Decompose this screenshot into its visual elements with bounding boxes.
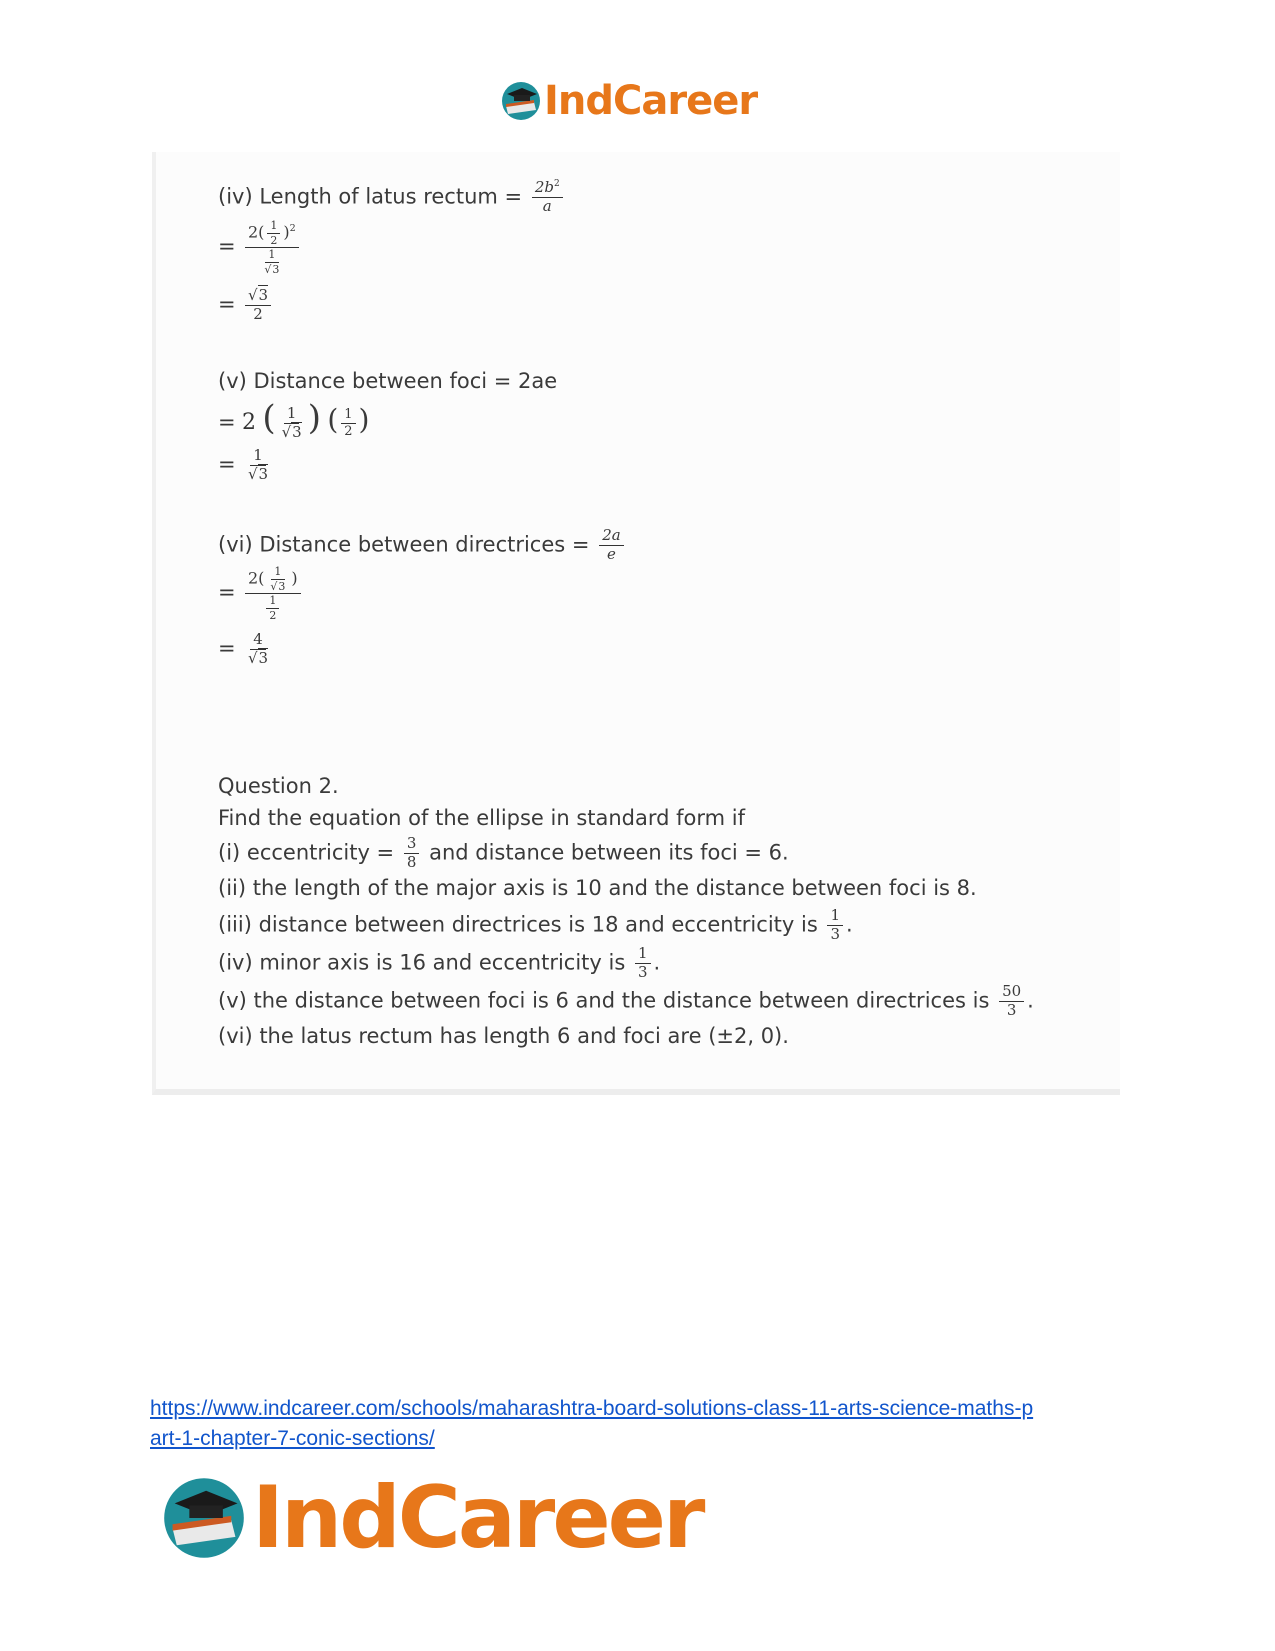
question-part-v: (v) the distance between foci is 6 and the distance between directrices is $\frac{50}{3}$ . [218,982,1034,1019]
latus-rectum-step1: = 2( $\frac{1}{2}$ )$^2$ $\frac{1}{√3}$ [218,220,302,275]
logo-wordmark: IndCareer [544,78,758,124]
question-part-iv: (iv) minor axis is 16 and eccentricity is $\frac{1}{3}$ . [218,944,661,981]
indcareer-logo-bottom [160,1468,702,1568]
question-part-i: (i) eccentricity = $\frac{3}{8}$ and distance between its foci = 6. [218,834,789,871]
source-link-line2[interactable]: art-1-chapter-7-conic-sections/ [150,1427,435,1450]
latus-rectum-step2: = $\frac{√3}{2}$ [218,288,274,323]
indcareer-logo-top [500,78,757,124]
directrices-distance-step1: = 2( $\frac{1}{√3}$ ) $\frac{1}{2}$ [218,566,304,621]
directrices-distance-label: (vi) Distance between directrices = [218,532,590,557]
foci-distance-label: (v) Distance between foci = 2ae [218,369,558,393]
foci-distance-step1: = 2 ( $\frac{1}{√3}$ ) ( $\frac{1}{2}$ ) [218,398,370,441]
question-part-vi: (vi) the latus rectum has length 6 and foci are (±2, 0). [218,1024,789,1048]
question-part-iii: (iii) distance between directrices is 18 and eccentricity is $\frac{1}{3}$ . [218,906,853,943]
source-link-line1[interactable]: https://www.indcareer.com/schools/maharashtra-board-solutions-class-11-arts-science-maths-p [150,1397,1034,1420]
foci-distance-step2: = $\frac{1}{√3}$ [218,446,269,483]
latus-rectum-label: (iv) Length of latus rectum = [218,184,523,209]
logo-wordmark: IndCareer [252,1468,703,1568]
question-part-ii: (ii) the length of the major axis is 10 and the distance between foci is 8. [218,876,977,900]
directrices-distance-line [218,528,627,563]
question-title: Question 2. [218,774,339,798]
content-card [152,152,1120,1095]
latus-rectum-line [218,180,566,215]
graduation-cap-book-icon [500,80,542,122]
graduation-cap-book-icon [160,1474,248,1562]
directrices-distance-step2: = $\frac{4}{√3}$ [218,630,269,667]
latus-rectum-formula: $\frac{2b^2}{a}$ [532,180,563,215]
question-intro: Find the equation of the ellipse in standard form if [218,806,746,830]
directrices-distance-formula: $\frac{2a}{e}$ [599,528,624,563]
source-link-block[interactable] [150,1394,1130,1454]
